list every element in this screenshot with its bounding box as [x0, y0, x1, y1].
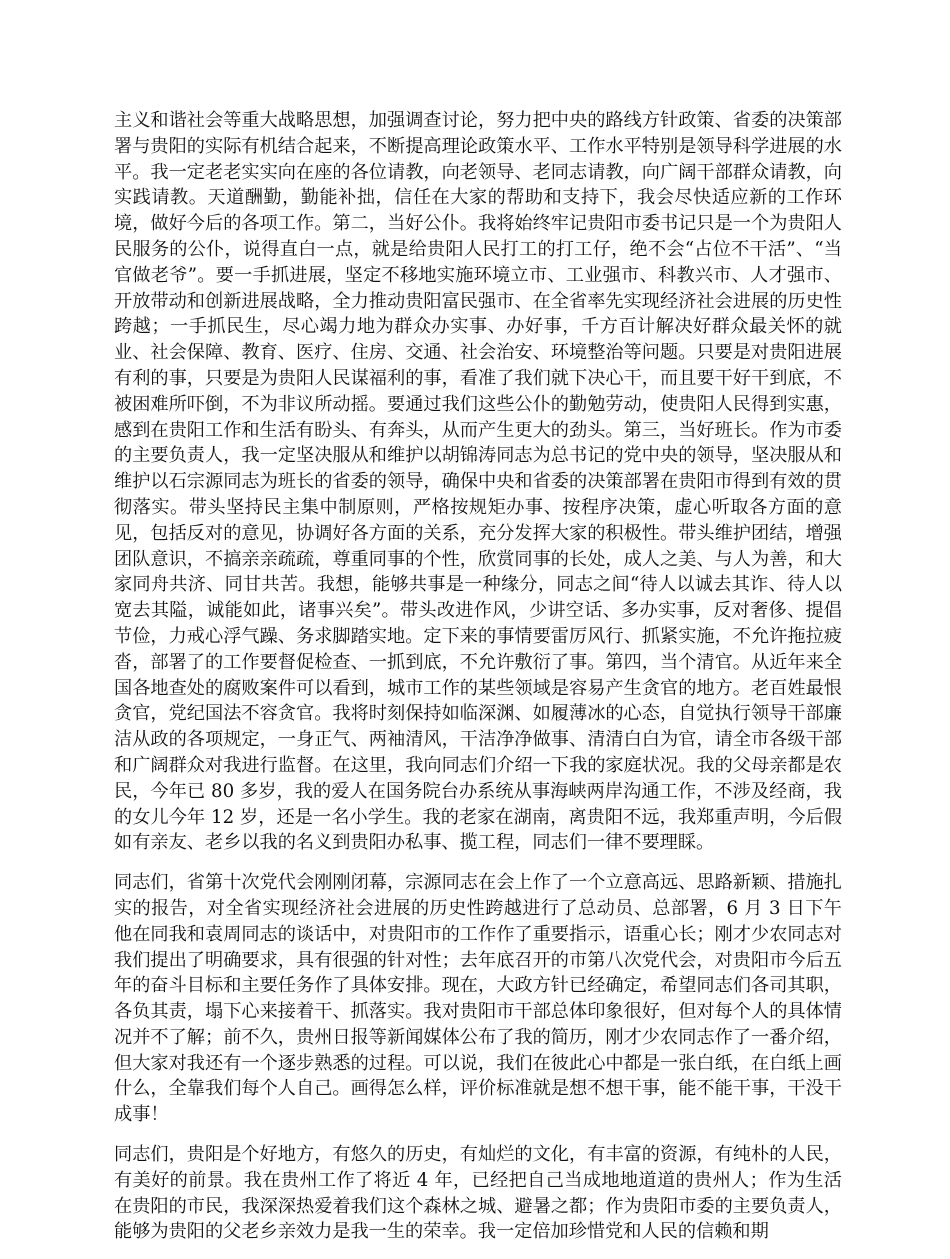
document-page: [114, 108, 842, 1259]
paragraph-3: 同志们，贵阳是个好地方，有悠久的历史，有灿烂的文化，有丰富的资源，有纯朴的人民，有美好的前景。我在贵州工作了将近 4 年，已经把自己当成地地道道的贵州人；作为生活在贵阳的市民，我深深热爱着我们这个森林之城、避暑之都；作为贵阳市委的主要负责人，能够为贵阳的父老乡亲效力是我一生的荣幸。我一定倍加珍惜党和人民的信赖和期: [114, 1144, 842, 1243]
paragraph-1: 主义和谐社会等重大战略思想，加强调查讨论，努力把中央的路线方针政策、省委的决策部署与贵阳的实际有机结合起来，不断提高理论政策水平、工作水平特别是领导科学进展的水平。我一定老老实实向在座的各位请教，向老领导、老同志请教，向广阔干部群众请教，向实践请教。天道酬勤，勤能补拙，信任在大家的帮助和支持下，我会尽快适应新的工作环境，做好今后的各项工作。第二，当好公仆。我将始终牢记贵阳市委书记只是一个为贵阳人民服务的公仆，说得直白一点，就是给贵阳人民打工的打工仔，绝不会“占位不干活”、“当官做老爷”。要一手抓进展，坚定不移地实施环境立市、工业强市、科教兴市、人才强市、开放带动和创新进展战略，全力推动贵阳富民强市、在全省率先实现经济社会进展的历史性跨越；一手抓民生，尽心竭力地为群众办实事、办好事，千方百计解决好群众最关怀的就业、社会保障、教育、医疗、住房、交通、社会治安、环境整治等问题。只要是对贵阳进展有利的事，只要是为贵阳人民谋福利的事，看准了我们就下决心干，而且要干好干到底，不被困难所吓倒，不为非议所动摇。要通过我们这些公仆的勤勉劳动，使贵阳人民得到实惠，感到在贵阳工作和生活有盼头、有奔头，从而产生更大的劲头。第三，当好班长。作为市委的主要负责人，我一定坚决服从和维护以胡锦涛同志为总书记的党中央的领导，坚决服从和维护以石宗源同志为班长的省委的领导，确保中央和省委的决策部署在贵阳市得到有效的贯彻落实。带头坚持民主集中制原则，严格按规矩办事、按程序决策，虚心听取各方面的意见，包括反对的意见，协调好各方面的关系，充分发挥大家的积极性。带头维护团结，增强团队意识，不搞亲亲疏疏，尊重同事的个性，欣赏同事的长处，成人之美、与人为善，和大家同舟共济、同甘共苦。我想，能够共事是一种缘分，同志之间“待人以诚去其诈、待人以宽去其隘，诚能如此，诸事兴矣”。带头改进作风，少讲空话、多办实事，反对奢侈、提倡节俭，力戒心浮气躁、务求脚踏实地。定下来的事情要雷厉风行、抓紧实施，不允许拖拉疲沓，部署了的工作要督促检查、一抓到底，不允许敷衍了事。第四，当个清官。从近年来全国各地查处的腐败案件可以看到，城市工作的某些领域是容易产生贪官的地方。老百姓最恨贪官，党纪国法不容贪官。我将时刻保持如临深渊、如履薄冰的心态，自觉执行领导干部廉洁从政的各项规定，一身正气、两袖清风，干洁净净做事、清清白白为官，请全市各级干部和广阔群众对我进行监督。在这里，我向同志们介绍一下我的家庭状况。我的父母亲都是农民，今年已 80 多岁，我的爱人在国务院台办系统从事海峡两岸沟通工作，不涉及经商，我的女儿今年 12 岁，还是一名小学生。我的老家在湖南，离贵阳不远，我郑重声明，今后假如有亲友、老乡以我的名义到贵阳办私事、揽工程，同志们一律不要理睬。: [114, 110, 842, 854]
paragraph-2: 同志们，省第十次党代会刚刚闭幕，宗源同志在会上作了一个立意高远、思路新颖、措施扎实的报告，对全省实现经济社会进展的历史性跨越进行了总动员、总部署，6 月 3 日下午他在同我和袁周同志的谈话中，对贵阳市的工作作了重要指示，语重心长；刚才少农同志对我们提出了明确要求，具有很强的针对性；去年底召开的市第八次党代会，对贵阳市今后五年的奋斗目标和主要任务作了具体安排。现在，大政方针已经确定，希望同志们各司其职，各负其责，塌下心来接着干、抓落实。我对贵阳市干部总体印象很好，但对每个人的具体情况并不了解；前不久，贵州日报等新闻媒体公布了我的简历，刚才少农同志作了一番介绍，但大家对我还有一个逐步熟悉的过程。可以说，我们在彼此心中都是一张白纸，在白纸上画什么，全靠我们每个人自己。画得怎么样，评价标准就是想不想干事，能不能干事，干没干成事！: [114, 872, 842, 1126]
